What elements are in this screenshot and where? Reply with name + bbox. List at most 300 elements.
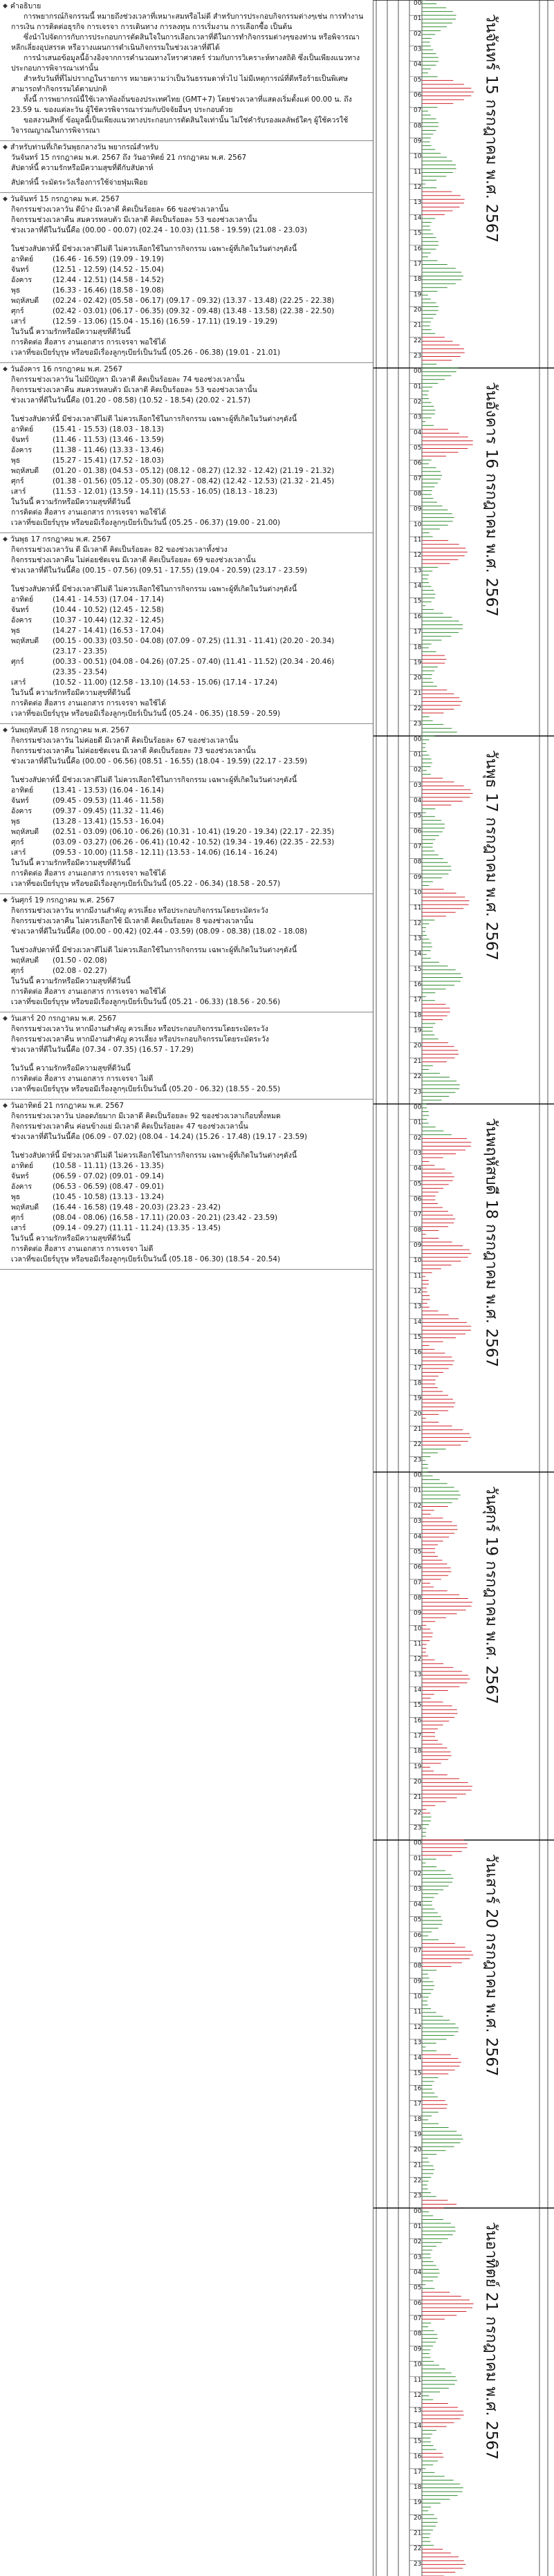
time-ranges: (02.42 - 03.01) (06.17 - 06.35) (09.32 - 09.48) (13.48 - 13.58) (22.38 - 22.50) <box>53 307 335 315</box>
hour-label: 06 <box>414 828 422 835</box>
day-note: การติดต่อ สื่อสาร งานเอกสาร การเจรจา พอใช้ได้ <box>11 869 166 878</box>
week-note: สัปดาห์นี้ ความรักหรือมีความสุขที่ดีกับสัปดาห์ <box>11 164 154 172</box>
time-ranges: (15.41 - 15.53) (18.03 - 18.13) <box>53 425 164 434</box>
bullet-icon: ◆ <box>3 1015 8 1022</box>
hour-label: 13 <box>414 2407 422 2415</box>
day-time-row <box>11 286 370 296</box>
hour-label: 16 <box>414 613 422 620</box>
day-time-row <box>11 827 370 837</box>
time-ranges: (08.04 - 08.06) (16.58 - 17.11) (20.03 - 20.21) (23.42 - 23.59) <box>53 1214 278 1222</box>
day-of-birth-label: อาทิตย์ <box>11 425 34 434</box>
hour-label: 09 <box>414 2346 422 2353</box>
hour-label: 07 <box>414 1579 422 1586</box>
hour-label: 21 <box>414 2162 422 2169</box>
time-ranges: (16.33 - 16.46) (18.58 - 19.08) <box>53 286 164 295</box>
hour-label: 00 <box>414 1840 422 1847</box>
hour-label: 08 <box>414 122 422 130</box>
hour-label: 04 <box>414 2269 422 2277</box>
day-summary-line: กิจกรรมช่วงเวลาคืน ไม่ควรเลือกใช้ มีเวลาดี คิดเป็นร้อยละ 8 ของช่วงเวลานั้น <box>11 917 254 925</box>
day-summary-line: ช่วงเวลาที่ดีในวันนี้คือ (00.00 - 06.56) (08.51 - 16.55) (18.04 - 19.59) (22.17 - 23.59) <box>11 757 308 766</box>
day-note: เวลาที่ขอเบียร์บุรุษ หรือขอมีเรื่องลูกๆเบียร์เป็นวันนี้ (05.24 - 06.35) (18.59 - 20.59) <box>11 710 281 718</box>
hour-label: 15 <box>414 2438 422 2445</box>
bullet-icon: ◆ <box>3 144 8 151</box>
hour-label: 22 <box>414 1809 422 1817</box>
day-time-row <box>11 848 370 858</box>
intro-paragraph: ทั้งนี้ การพยากรณ์นี้ใช้เวลาท้องถิ่นของประเทศไทย (GMT+7) โดยช่วงเวลาที่แสดงเริ่มตั้งแต่ 00.00 น. ถึง 23.59 น. ของแต่ละวัน ผู้ใช้ควรพิจารณาร่วมกับปัจจัยอื่นๆ ประกอบด้วย <box>11 95 352 114</box>
hour-label: 16 <box>414 1349 422 1357</box>
hour-label: 02 <box>414 1134 422 1142</box>
day-time-row <box>11 435 370 445</box>
hour-label: 17 <box>414 1364 422 1372</box>
hour-label: 17 <box>414 2100 422 2108</box>
hour-label: 22 <box>414 1441 422 1449</box>
hour-label: 01 <box>414 1855 422 1862</box>
hour-label: 20 <box>414 2147 422 2154</box>
time-ranges: (12.44 - 12.51) (14.58 - 14.52) <box>53 276 164 284</box>
hour-label: 17 <box>414 2468 422 2476</box>
day-time-row <box>11 275 370 286</box>
day-vertical-label: วันพุธ 17 กรกฎาคม พ.ศ. 2567 <box>482 750 500 961</box>
day-time-row <box>11 1182 370 1192</box>
hour-label: 23 <box>414 1088 422 1096</box>
day-summary-line: ช่วงเวลาที่ดีในวันนี้คือ (01.20 - 08.58) (10.52 - 18.54) (20.02 - 21.57) <box>11 396 250 405</box>
day-note: การติดต่อ สื่อสาร งานเอกสาร การเจรจา พอใช้ได้ <box>11 988 166 996</box>
hour-label: 09 <box>414 1978 422 1985</box>
hour-label: 06 <box>414 1196 422 1203</box>
hour-label: 12 <box>414 184 422 192</box>
hour-label: 06 <box>414 460 422 467</box>
day-time-row <box>11 786 370 796</box>
time-ranges: (09.37 - 09.45) (11.32 - 11.46) <box>53 807 164 815</box>
day-of-birth-label <box>11 647 53 657</box>
week-note: สัปดาห์นี้ ระมัดระวังเรื่องการใช้จ่ายฟุ่มเฟือย <box>11 178 148 187</box>
hour-label: 16 <box>414 981 422 989</box>
hour-label: 03 <box>414 46 422 53</box>
hour-label: 13 <box>414 567 422 575</box>
day-of-birth-label: พุธ <box>11 456 21 465</box>
hour-label: 12 <box>414 920 422 927</box>
hour-label: 05 <box>414 2284 422 2292</box>
day-note: เวลาที่ขอเบียร์บุรุษ หรือขอมีเรื่องลูกๆเบียร์เป็นวันนี้ (05.22 - 06.34) (18.58 - 20.57) <box>11 880 281 888</box>
hour-label: 14 <box>414 950 422 958</box>
day-time-row <box>11 487 370 497</box>
day-of-birth-label: อังคาร <box>11 276 32 284</box>
hour-label: 15 <box>414 1702 422 1709</box>
day-summary-line: กิจกรรมช่วงเวลาคืน ค่อนข้างแย่ มีเวลาดี คิดเป็นร้อยละ 47 ของช่วงเวลานั้น <box>11 1122 248 1131</box>
day-time-row <box>11 796 370 806</box>
bullet-icon: ◆ <box>3 536 8 543</box>
hour-label: 00 <box>414 736 422 743</box>
forecast-graph <box>373 0 554 2576</box>
hour-label: 15 <box>414 1334 422 1342</box>
time-ranges: (10.58 - 11.11) (13.26 - 13.35) <box>53 1162 164 1170</box>
day-time-row <box>11 595 370 605</box>
hour-label: 02 <box>414 2239 422 2246</box>
day-of-birth-label: พุธ <box>11 1193 21 1201</box>
hour-label: 19 <box>414 1763 422 1770</box>
hour-label: 08 <box>414 490 422 498</box>
day-of-birth-label: ศุกร์ <box>11 658 24 666</box>
day-note: การติดต่อ สื่อสาร งานเอกสาร การเจรจา ไม่ดี <box>11 1245 154 1253</box>
hour-label: 11 <box>414 1272 422 1280</box>
time-ranges: (16.44 - 16.58) (19.48 - 20.03) (23.23 - 23.42) <box>53 1203 221 1212</box>
hour-label: 10 <box>414 2361 422 2369</box>
hour-label: 22 <box>414 2545 422 2552</box>
hour-label: 04 <box>414 429 422 436</box>
hour-label: 22 <box>414 2177 422 2185</box>
hour-label: 02 <box>414 766 422 774</box>
day-title: วันอาทิตย์ 21 กรกฎาคม พ.ศ. 2567 <box>10 1102 124 1110</box>
day-of-birth-label: อังคาร <box>11 616 32 624</box>
hour-label: 20 <box>414 306 422 314</box>
intro-title: คำอธิบาย <box>10 2 41 10</box>
hour-label: 04 <box>414 61 422 68</box>
hour-label: 08 <box>414 1963 422 1970</box>
time-ranges: (09.14 - 09.27) (11.11 - 11.24) (13.35 - 13.45) <box>53 1224 221 1232</box>
hour-label: 08 <box>414 1594 422 1602</box>
day-vertical-label: วันเสาร์ 20 กรกฎาคม พ.ศ. 2567 <box>482 1853 500 2077</box>
day-of-birth-label <box>11 667 53 678</box>
hour-label: 18 <box>414 1012 422 1019</box>
day-note: ในวันนี้ ความรักหรือมีความสุขที่ดีวันนี้ <box>11 689 131 697</box>
day-time-row <box>11 626 370 636</box>
day-of-birth-label: พฤหัสบดี <box>11 828 39 836</box>
day-best-title: ในช่วงสัปดาห์นี้ มีช่วงเวลาดีไม่ดี ไม่ควรเลือกใช้ในการกิจกรรม เฉพาะผู้ที่เกิดในวันต่างๆดังนี้ <box>11 776 297 784</box>
day-vertical-label: วันอังคาร 16 กรกฎาคม พ.ศ. 2567 <box>482 382 500 617</box>
hour-label: 01 <box>414 1487 422 1494</box>
day-time-row <box>11 1213 370 1223</box>
hour-label: 15 <box>414 965 422 973</box>
day-title: วันจันทร์ 15 กรกฎาคม พ.ศ. 2567 <box>10 195 120 203</box>
hour-label: 04 <box>414 1901 422 1909</box>
hour-label: 06 <box>414 92 422 100</box>
hour-label: 15 <box>414 2070 422 2077</box>
hour-label: 12 <box>414 2023 422 2031</box>
time-ranges: (14.41 - 14.53) (17.04 - 17.14) <box>53 595 164 604</box>
day-time-row <box>11 806 370 817</box>
hour-label: 00 <box>414 2207 422 2215</box>
hour-label: 23 <box>414 2192 422 2200</box>
day-of-birth-label: จันทร์ <box>11 797 29 805</box>
hour-label: 02 <box>414 1871 422 1878</box>
day-of-birth-label: ศุกร์ <box>11 477 24 485</box>
time-ranges: (01.38 - 01.56) (05.12 - 05.30) (08.27 - 08.42) (12.42 - 12.53) (21.32 - 21.45) <box>53 477 335 485</box>
day-summary-line: ช่วงเวลาที่ดีในวันนี้คือ (00.00 - 00.07) (02.24 - 10.03) (11.58 - 19.59) (21.08 - 23.03) <box>11 226 308 234</box>
hour-label: 11 <box>414 905 422 912</box>
day-time-row <box>11 1223 370 1234</box>
forecast-graph-column <box>373 0 554 2576</box>
time-ranges: (16.46 - 16.59) (19.09 - 19.19) <box>53 255 164 263</box>
hour-label: 05 <box>414 1180 422 1188</box>
day-summary-line: ช่วงเวลาที่ดีในวันนี้คือ (00.15 - 07.56) (09.51 - 17.55) (19.04 - 20.59) (23.17 - 23.59) <box>11 566 308 575</box>
day-note: การติดต่อ สื่อสาร งานเอกสาร การเจรจา พอใช้ได้ <box>11 508 166 517</box>
hour-label: 03 <box>414 414 422 421</box>
hour-label: 09 <box>414 1241 422 1249</box>
hour-label: 21 <box>414 1057 422 1065</box>
hour-label: 08 <box>414 2331 422 2338</box>
hour-label: 10 <box>414 153 422 160</box>
hour-label: 14 <box>414 1686 422 1694</box>
time-ranges: (06.53 - 06.59) (08.47 - 09.01) <box>53 1183 164 1191</box>
hour-label: 23 <box>414 352 422 360</box>
hour-label: 14 <box>414 2055 422 2062</box>
hour-label: 20 <box>414 1042 422 1050</box>
day-time-row <box>11 817 370 827</box>
hour-label: 11 <box>414 2376 422 2384</box>
day-time-row <box>11 605 370 615</box>
day-note: ในวันนี้ ความรักหรือมีความสุขที่ดีวันนี้ <box>11 498 131 506</box>
day-summary-line: กิจกรรมช่วงเวลาวัน ปลอดภัยมาก มีเวลาดี คิดเป็นร้อยละ 92 ของช่วงเวลาเกือบทั้งหมด <box>11 1112 281 1120</box>
day-time-row <box>11 657 370 667</box>
time-ranges: (11.38 - 11.46) (13.33 - 13.46) <box>53 446 164 454</box>
hour-label: 01 <box>414 1119 422 1127</box>
day-time-row <box>11 317 370 327</box>
day-best-title: ในช่วงสัปดาห์นี้ มีช่วงเวลาดีไม่ดี ไม่ควรเลือกใช้ในการกิจกรรม เฉพาะผู้ที่เกิดในวันต่างๆดังนี้ <box>11 946 297 954</box>
time-ranges: (14.27 - 14.41) (16.53 - 17.04) <box>53 627 164 635</box>
day-of-birth-label: พุธ <box>11 286 21 295</box>
day-summary-line: ช่วงเวลาที่ดีในวันนี้คือ (07.34 - 07.35) (16.57 - 17.29) <box>11 1046 194 1054</box>
hour-label: 01 <box>414 15 422 23</box>
hour-label: 05 <box>414 1548 422 1556</box>
time-ranges: (09.53 - 10.00) (11.58 - 12.11) (13.53 - 14.06) (16.14 - 16.24) <box>53 849 278 857</box>
intro-paragraph: สำหรับวันที่ที่ไม่ปรากฏในรายการ หมายความว่าเป็นวันธรรมดาทั่วไป ไม่มีเหตุการณ์ที่ดีหรือร้ายเป็นพิเศษ สามารถทำกิจกรรมได้ตามปกติ <box>11 75 348 93</box>
hour-label: 13 <box>414 935 422 943</box>
day-time-row <box>11 456 370 466</box>
day-time-row <box>11 445 370 456</box>
day-title: วันศุกร์ 19 กรกฎาคม พ.ศ. 2567 <box>10 896 115 905</box>
day-vertical-label: วันศุกร์ 19 กรกฎาคม พ.ศ. 2567 <box>482 1485 500 1705</box>
hour-label: 22 <box>414 337 422 344</box>
day-summary-line: กิจกรรมช่วงเวลาวัน หากมีงานสำคัญ ควรเลี่ยง หรือประกอบกิจกรรมโดยระมัดระวัง <box>11 907 268 915</box>
hour-label: 22 <box>414 1073 422 1081</box>
day-note: เวลาที่ขอเบียร์บุรุษ หรือขอมีเรื่องลูกๆเบียร์เป็นวันนี้ (05.25 - 06.37) (19.00 - 21.00) <box>11 519 281 527</box>
day-vertical-label: วันอาทิตย์ 21 กรกฎาคม พ.ศ. 2567 <box>482 2221 500 2460</box>
time-ranges: (00.15 - 00.33) (03.50 - 04.08) (07.09 - 07.25) (11.31 - 11.41) (20.20 - 20.34) <box>53 637 335 645</box>
hour-label: 03 <box>414 781 422 789</box>
day-time-row <box>11 837 370 848</box>
day-summary-line: กิจกรรมช่วงเวลาคืน ไม่ค่อยชัดเจน มีเวลาดี คิดเป็นร้อยละ 69 ของช่วงเวลานั้น <box>11 556 256 564</box>
days-container <box>0 193 373 1270</box>
hour-label: 22 <box>414 705 422 712</box>
day-of-birth-label: จันทร์ <box>11 1172 29 1180</box>
hour-label: 00 <box>414 0 422 7</box>
day-note: การติดต่อ สื่อสาร งานเอกสาร การเจรจา พอใช้ได้ <box>11 338 166 346</box>
hour-label: 15 <box>414 597 422 605</box>
day-of-birth-label: ศุกร์ <box>11 838 24 846</box>
hour-label: 05 <box>414 813 422 820</box>
hour-label: 12 <box>414 2391 422 2399</box>
hour-label: 20 <box>414 2514 422 2522</box>
hour-label: 14 <box>414 1318 422 1326</box>
day-summary-line: กิจกรรมช่วงเวลาวัน ไม่ค่อยดี มีเวลาดี คิดเป็นร้อยละ 67 ของช่วงเวลานั้น <box>11 736 239 745</box>
day-of-birth-label: ศุกร์ <box>11 967 24 975</box>
hour-label: 07 <box>414 2315 422 2323</box>
day-note: ในวันนี้ ความรักหรือมีความสุขที่ดีวันนี้ <box>11 1234 131 1243</box>
hour-label: 16 <box>414 2085 422 2093</box>
day-section <box>0 533 373 724</box>
hour-label: 13 <box>414 1671 422 1678</box>
day-of-birth-label: พุธ <box>11 627 21 635</box>
day-of-birth-label: พฤหัสบดี <box>11 467 39 475</box>
hour-label: 12 <box>414 1656 422 1663</box>
time-ranges: (06.59 - 07.02) (09.01 - 09.14) <box>53 1172 164 1180</box>
day-time-row <box>11 647 370 657</box>
time-ranges: (10.37 - 10.44) (12.32 - 12.45) <box>53 616 164 624</box>
hour-label: 13 <box>414 199 422 207</box>
day-best-title: ในช่วงสัปดาห์นี้ มีช่วงเวลาดีไม่ดี ไม่ควรเลือกใช้ในการกิจกรรม เฉพาะผู้ที่เกิดในวันต่างๆดังนี้ <box>11 1151 297 1160</box>
day-time-row <box>11 966 370 976</box>
day-summary-line: กิจกรรมช่วงเวลาวัน ดี มีเวลาดี คิดเป็นร้อยละ 82 ของช่วงเวลาทั้งช่วง <box>11 546 228 554</box>
intro-paragraph: ขอสงวนสิทธิ์ ข้อมูลนี้เป็นเพียงแนวทางประกอบการตัดสินใจเท่านั้น ไม่ใช่คำรับรองผลลัพธ์ใดๆ ผู้ใช้ควรใช้วิจารณญาณในการพิจารณา <box>11 116 349 135</box>
hour-label: 12 <box>414 1288 422 1295</box>
hour-label: 18 <box>414 2483 422 2491</box>
hour-label: 14 <box>414 214 422 222</box>
bullet-icon: ◆ <box>3 3 8 10</box>
day-time-row <box>11 425 370 435</box>
day-best-title: ในช่วงสัปดาห์นี้ มีช่วงเวลาดีไม่ดี ไม่ควรเลือกใช้ในการกิจกรรม เฉพาะผู้ที่เกิดในวันต่างๆดังนี้ <box>11 585 297 593</box>
time-ranges: (03.09 - 03.27) (06.26 - 06.41) (10.42 - 10.52) (19.34 - 19.46) (22.35 - 22.53) <box>53 838 335 846</box>
day-time-row <box>11 615 370 626</box>
bullet-icon: ◆ <box>3 727 8 734</box>
hour-label: 20 <box>414 674 422 682</box>
intro-paragraph: ซึ่งนำไปจัดการกับการประกอบการตัดสินใจในการเลือกเวลาที่ดีในการทำกิจกรรมต่างๆของท่าน หรือพิจารณาหลีกเลี่ยงอุปสรรค หรือวางแผนการดำเนินกิจกรรมในช่วงเวลาที่ดีได้ <box>11 33 360 52</box>
intro-section <box>0 0 373 141</box>
hour-label: 18 <box>414 1748 422 1755</box>
hour-label: 19 <box>414 659 422 667</box>
hour-label: 18 <box>414 2115 422 2123</box>
day-title: วันพุธ 17 กรกฎาคม พ.ศ. 2567 <box>10 535 111 544</box>
day-summary-line: กิจกรรมช่วงเวลาวัน ไม่มีปัญหา มีเวลาดี คิดเป็นร้อยละ 74 ของช่วงเวลานั้น <box>11 376 245 384</box>
day-summary-line: กิจกรรมช่วงเวลาคืน สมควรหลบตัว มีเวลาดี คิดเป็นร้อยละ 53 ของช่วงเวลานั้น <box>11 386 257 394</box>
day-best-title: ในช่วงสัปดาห์นี้ มีช่วงเวลาดีไม่ดี ไม่ควรเลือกใช้ในการกิจกรรม เฉพาะผู้ที่เกิดในวันต่างๆดังนี้ <box>11 245 297 253</box>
day-title: วันพฤหัสบดี 18 กรกฎาคม พ.ศ. 2567 <box>10 726 130 734</box>
hour-label: 07 <box>414 107 422 115</box>
day-time-row <box>11 636 370 647</box>
day-of-birth-label: อังคาร <box>11 1183 32 1191</box>
day-of-birth-label: จันทร์ <box>11 436 29 444</box>
hour-label: 18 <box>414 276 422 284</box>
hour-label: 21 <box>414 689 422 697</box>
hour-label: 21 <box>414 2530 422 2537</box>
day-section <box>0 1100 373 1270</box>
hour-label: 19 <box>414 2131 422 2138</box>
time-ranges: (00.33 - 00.51) (04.08 - 04.26) (07.25 - 07.40) (11.41 - 11.52) (20.34 - 20.46) <box>53 658 335 666</box>
day-summary-line: กิจกรรมช่วงเวลาวัน ดีบ้าง มีเวลาดี คิดเป็นร้อยละ 66 ของช่วงเวลานั้น <box>11 205 229 214</box>
hour-label: 09 <box>414 1610 422 1618</box>
hour-label: 11 <box>414 168 422 176</box>
hour-label: 04 <box>414 1533 422 1541</box>
hour-label: 17 <box>414 629 422 636</box>
day-time-row <box>11 306 370 317</box>
hour-label: 21 <box>414 1426 422 1434</box>
time-ranges: (10.44 - 10.52) (12.45 - 12.58) <box>53 606 164 614</box>
hour-label: 03 <box>414 1886 422 1893</box>
day-of-birth-label: เสาร์ <box>11 1224 26 1232</box>
day-section <box>0 894 373 1012</box>
time-ranges: (02.08 - 02.27) <box>53 967 107 975</box>
bullet-icon: ◆ <box>3 196 8 203</box>
day-summary-line: ช่วงเวลาที่ดีในวันนี้คือ (00.00 - 00.42) (02.44 - 03.59) (08.09 - 08.38) (18.02 - 18.08) <box>11 927 308 936</box>
hour-label: 23 <box>414 721 422 728</box>
day-summary-line: ช่วงเวลาที่ดีในวันนี้คือ (06.09 - 07.02) (08.04 - 14.24) (15.26 - 17.48) (19.17 - 23.59) <box>11 1133 308 1141</box>
hour-label: 05 <box>414 445 422 452</box>
day-best-title: ในช่วงสัปดาห์นี้ มีช่วงเวลาดีไม่ดี ไม่ควรเลือกใช้ในการกิจกรรม เฉพาะผู้ที่เกิดในวันต่างๆดังนี้ <box>11 415 297 423</box>
day-vertical-label: วันจันทร์ 15 กรกฎาคม พ.ศ. 2567 <box>482 14 500 243</box>
hour-label: 17 <box>414 1732 422 1740</box>
day-of-birth-label: อาทิตย์ <box>11 595 34 604</box>
day-note: การติดต่อ สื่อสาร งานเอกสาร การเจรจา พอใช้ได้ <box>11 699 166 707</box>
day-note: เวลาที่ขอเบียร์บุรุษ หรือขอมีเรื่องลูกๆเบียร์เป็นวันนี้ (05.20 - 06.32) (18.55 - 20.55) <box>11 1085 281 1093</box>
day-note: ในวันนี้ ความรักหรือมีความสุขที่ดีวันนี้ <box>11 1064 131 1073</box>
time-ranges: (13.28 - 13.41) (15.53 - 16.04) <box>53 817 164 826</box>
hour-label: 19 <box>414 1395 422 1402</box>
hour-label: 03 <box>414 2254 422 2261</box>
hour-label: 10 <box>414 1993 422 2001</box>
hour-label: 02 <box>414 398 422 406</box>
day-summary-line: กิจกรรมช่วงเวลาคืน สมควรหลบตัว มีเวลาดี คิดเป็นร้อยละ 53 ของช่วงเวลานั้น <box>11 216 257 224</box>
hour-label: 18 <box>414 644 422 651</box>
hour-label: 19 <box>414 291 422 299</box>
day-of-birth-label: จันทร์ <box>11 606 29 614</box>
hour-label: 07 <box>414 843 422 851</box>
time-ranges: (10.45 - 10.58) (13.13 - 13.24) <box>53 1193 164 1201</box>
hour-label: 03 <box>414 1149 422 1157</box>
hour-label: 06 <box>414 1564 422 1571</box>
day-time-row <box>11 466 370 476</box>
hour-label: 09 <box>414 506 422 513</box>
hour-label: 23 <box>414 1456 422 1464</box>
day-section <box>0 1012 373 1100</box>
day-note: ในวันนี้ ความรักหรือมีความสุขที่ดีวันนี้ <box>11 859 131 867</box>
day-of-birth-label: เสาร์ <box>11 488 26 496</box>
hour-label: 11 <box>414 2008 422 2016</box>
day-time-row <box>11 1161 370 1171</box>
hour-label: 10 <box>414 889 422 897</box>
time-ranges: (23.17 - 23.35) <box>53 647 107 656</box>
time-ranges: (09.45 - 09.53) (11.46 - 11.58) <box>53 797 164 805</box>
day-time-row <box>11 254 370 265</box>
hour-label: 19 <box>414 1027 422 1035</box>
week-title: สำหรับท่านที่เกิดวันพุธกลางวัน พยากรณ์สำหรับ <box>10 143 159 151</box>
week-section <box>0 141 373 193</box>
day-of-birth-label: พฤหัสบดี <box>11 637 39 645</box>
hour-label: 10 <box>414 1257 422 1265</box>
day-time-row <box>11 678 370 688</box>
hour-label: 23 <box>414 2560 422 2568</box>
day-time-row <box>11 1171 370 1182</box>
day-note: เวลาที่ขอเบียร์บุรุษ หรือขอมีเรื่องลูกๆเบียร์เป็นวันนี้ (05.18 - 06.30) (18.54 - 20.54) <box>11 1255 281 1263</box>
day-summary-line: กิจกรรมช่วงเวลาคืน ไม่ค่อยชัดเจน มีเวลาดี คิดเป็นร้อยละ 73 ของช่วงเวลานั้น <box>11 747 256 755</box>
day-time-row <box>11 476 370 487</box>
hour-label: 15 <box>414 230 422 237</box>
hour-label: 20 <box>414 1410 422 1418</box>
day-time-row <box>11 667 370 678</box>
time-ranges: (02.24 - 02.42) (05.58 - 06.17) (09.17 - 09.32) (13.37 - 13.48) (22.25 - 22.38) <box>53 297 335 305</box>
day-of-birth-label: ศุกร์ <box>11 1214 24 1222</box>
week-range: วันจันทร์ 15 กรกฎาคม พ.ศ. 2567 ถึง วันอาทิตย์ 21 กรกฎาคม พ.ศ. 2567 <box>11 154 247 162</box>
day-note: เวลาที่ขอเบียร์บุรุษ หรือขอมีเรื่องลูกๆเบียร์เป็นวันนี้ (05.21 - 06.33) (18.56 - 20.56) <box>11 998 281 1006</box>
bullet-icon: ◆ <box>3 897 8 904</box>
day-of-birth-label: พฤหัสบดี <box>11 297 39 305</box>
day-time-row <box>11 1192 370 1203</box>
hour-label: 00 <box>414 1104 422 1111</box>
day-vertical-label: วันพฤหัสบดี 18 กรกฎาคม พ.ศ. 2567 <box>482 1118 500 1368</box>
hour-label: 14 <box>414 2422 422 2430</box>
day-note: เวลาที่ขอเบียร์บุรุษ หรือขอมีเรื่องลูกๆเบียร์เป็นวันนี้ (05.26 - 06.38) (19.01 - 21.01) <box>11 349 281 357</box>
day-of-birth-label: อาทิตย์ <box>11 1162 34 1170</box>
day-of-birth-label: อาทิตย์ <box>11 786 34 795</box>
hour-label: 02 <box>414 30 422 38</box>
